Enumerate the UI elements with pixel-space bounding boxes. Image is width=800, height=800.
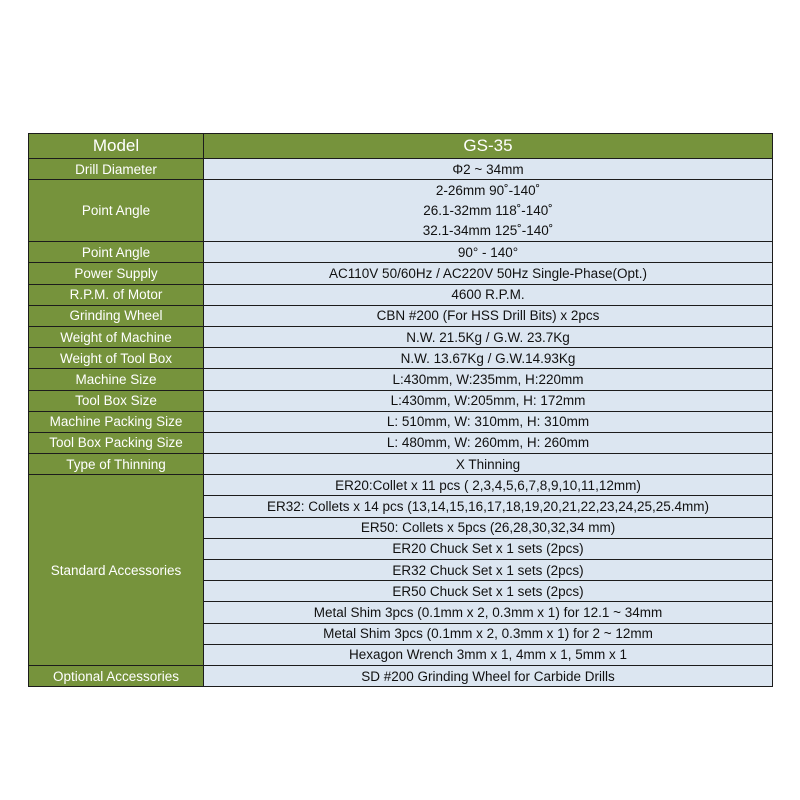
row-label: Tool Box Size (29, 390, 204, 411)
accessory-item: ER20 Chuck Set x 1 sets (2pcs) (204, 538, 773, 559)
row-value: N.W. 21.5Kg / G.W. 23.7Kg (204, 326, 773, 347)
table-row (29, 411, 773, 432)
point-angle-line: 32.1-34mm 125˚-140˚ (422, 222, 554, 238)
optional-accessories-label: Optional Accessories (29, 665, 204, 686)
row-value: 90° - 140° (204, 242, 773, 263)
table-row (29, 305, 773, 326)
table-row (29, 475, 773, 496)
table-row (29, 348, 773, 369)
table-row (29, 180, 773, 242)
row-label: Point Angle (29, 242, 204, 263)
row-label: Tool Box Packing Size (29, 432, 204, 453)
row-label: Machine Size (29, 369, 204, 390)
accessory-item: ER32: Collets x 14 pcs (13,14,15,16,17,18,19,20,21,22,23,24,25,25.4mm) (204, 496, 773, 517)
table-row (29, 390, 773, 411)
optional-accessories-value: SD #200 Grinding Wheel for Carbide Drills (204, 665, 773, 686)
table-row (29, 242, 773, 263)
row-label: Machine Packing Size (29, 411, 204, 432)
row-value: L:430mm, W:205mm, H: 172mm (204, 390, 773, 411)
row-label: Type of Thinning (29, 454, 204, 475)
row-label: Weight of Machine (29, 326, 204, 347)
row-label: Power Supply (29, 263, 204, 284)
spec-table (28, 133, 773, 687)
accessory-item: Hexagon Wrench 3mm x 1, 4mm x 1, 5mm x 1 (204, 644, 773, 665)
table-row (29, 432, 773, 453)
row-label: R.P.M. of Motor (29, 284, 204, 305)
point-angle-line: 2-26mm 90˚-140˚ (435, 182, 541, 198)
row-value: L: 480mm, W: 260mm, H: 260mm (204, 432, 773, 453)
row-label: Weight of Tool Box (29, 348, 204, 369)
row-label: Point Angle (29, 180, 204, 242)
accessory-item: ER50: Collets x 5pcs (26,28,30,32,34 mm) (204, 517, 773, 538)
row-value: L:430mm, W:235mm, H:220mm (204, 369, 773, 390)
accessory-item: ER20:Collet x 11 pcs ( 2,3,4,5,6,7,8,9,10,11,12mm) (204, 475, 773, 496)
row-value: 4600 R.P.M. (204, 284, 773, 305)
table-row (29, 159, 773, 180)
table-row (29, 369, 773, 390)
row-value: AC110V 50/60Hz / AC220V 50Hz Single-Phase(Opt.) (204, 263, 773, 284)
accessory-item: Metal Shim 3pcs (0.1mm x 2, 0.3mm x 1) for 2 ~ 12mm (204, 623, 773, 644)
row-value: CBN #200 (For HSS Drill Bits) x 2pcs (204, 305, 773, 326)
row-label: Drill Diameter (29, 159, 204, 180)
model-header-label: Model (29, 134, 204, 159)
table-row (29, 284, 773, 305)
model-header-value: GS-35 (204, 134, 773, 159)
table-row (29, 454, 773, 475)
row-value: X Thinning (204, 454, 773, 475)
row-value: L: 510mm, W: 310mm, H: 310mm (204, 411, 773, 432)
row-label: Grinding Wheel (29, 305, 204, 326)
accessory-item: ER50 Chuck Set x 1 sets (2pcs) (204, 581, 773, 602)
table-row (29, 263, 773, 284)
row-value: N.W. 13.67Kg / G.W.14.93Kg (204, 348, 773, 369)
table-row (29, 326, 773, 347)
row-value-multiline (204, 180, 773, 242)
accessory-item: ER32 Chuck Set x 1 sets (2pcs) (204, 560, 773, 581)
standard-accessories-label: Standard Accessories (29, 475, 204, 666)
table-row (29, 665, 773, 686)
row-value: Φ2 ~ 34mm (204, 159, 773, 180)
point-angle-line: 26.1-32mm 118˚-140˚ (423, 202, 553, 218)
accessory-item: Metal Shim 3pcs (0.1mm x 2, 0.3mm x 1) for 12.1 ~ 34mm (204, 602, 773, 623)
header-row (29, 134, 773, 159)
